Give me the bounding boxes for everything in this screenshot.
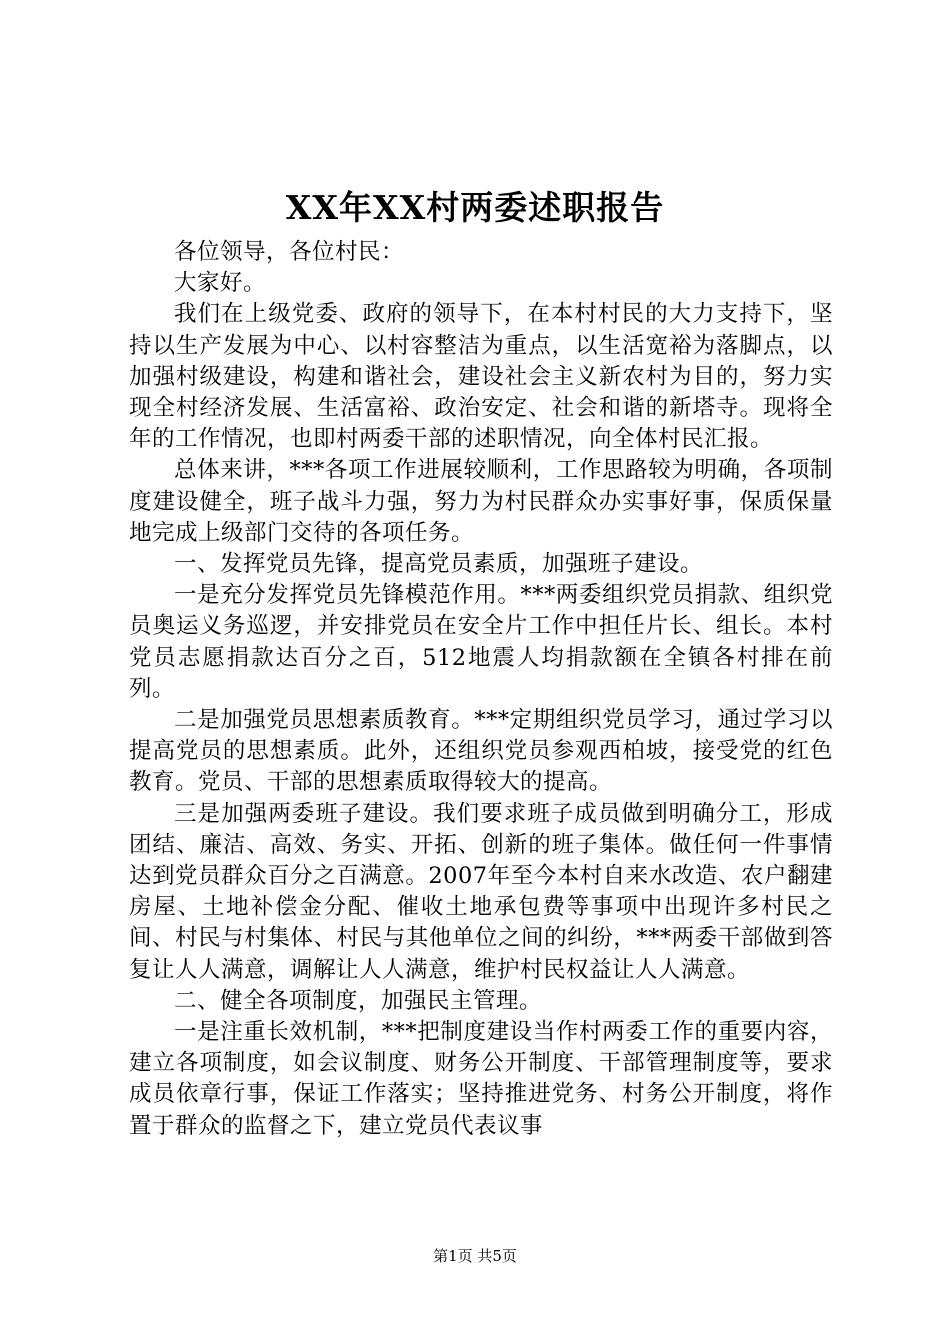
body-paragraph: 一是注重长效机制，***把制度建设当作村两委工作的重要内容，建立各项制度，如会议制度、财务公开制度、干部管理制度等，要求成员依章行事，保证工作落实；坚持推进党务、村务公开制度，将作置于群众的监督之下，建立党员代表议事 <box>129 1019 833 1139</box>
salutation: 各位领导，各位村民： <box>174 239 405 265</box>
page-footer: 第1页 共5页 <box>433 1247 517 1265</box>
body-paragraph: 二是加强党员思想素质教育。***定期组织党员学习，通过学习以提高党员的思想素质。此外，还组织党员参观西柏坡，接受党的红色教育。党员、干部的思想素质取得较大的提高。 <box>129 707 833 796</box>
intro-paragraph: 我们在上级党委、政府的领导下，在本村村民的大力支持下，坚持以生产发展为中心、以村容整洁为重点，以生活宽裕为落脚点，以加强村级建设，构建和谐社会，建设社会主义新农村为目的，努力实现全村经济发展、生活富裕、政治安定、社会和谐的新塔寺。现将全年的工作情况，也即村两委干部的述职情况，向全体村民汇报。 <box>129 301 833 453</box>
summary-paragraph: 总体来讲，***各项工作进展较顺利，工作思路较为明确，各项制度建设健全，班子战斗力强，努力为村民群众办实事好事，保质保量地完成上级部门交待的各项任务。 <box>129 457 833 546</box>
body-paragraph: 一是充分发挥党员先锋模范作用。***两委组织党员捐款、组织党员奥运义务巡逻，并安排党员在安全片工作中担任片长、组长。本村党员志愿捐款达百分之百，512地震人均捐款额在全镇各村排在前列。 <box>129 582 833 702</box>
section-heading-2: 二、健全各项制度，加强民主管理。 <box>174 987 543 1014</box>
document-body <box>129 237 833 1142</box>
body-paragraph: 三是加强两委班子建设。我们要求班子成员做到明确分工，形成团结、廉洁、高效、务实、开拓、创新的班子集体。做任何一件事情达到党员群众百分之百满意。2007年至今本村自来水改造、农户翻建房屋、土地补偿金分配、催收土地承包费等事项中出现许多村民之间、村民与村集体、村民与其他单位之间的纠纷，***两委干部做到答复让人人满意，调解让人人满意，维护村民权益让人人满意。 <box>129 800 833 983</box>
greeting: 大家好。 <box>174 270 267 297</box>
document-title: XX年XX村两委述职报告 <box>285 188 665 227</box>
section-heading-1: 一、发挥党员先锋，提高党员素质，加强班子建设。 <box>174 551 704 578</box>
